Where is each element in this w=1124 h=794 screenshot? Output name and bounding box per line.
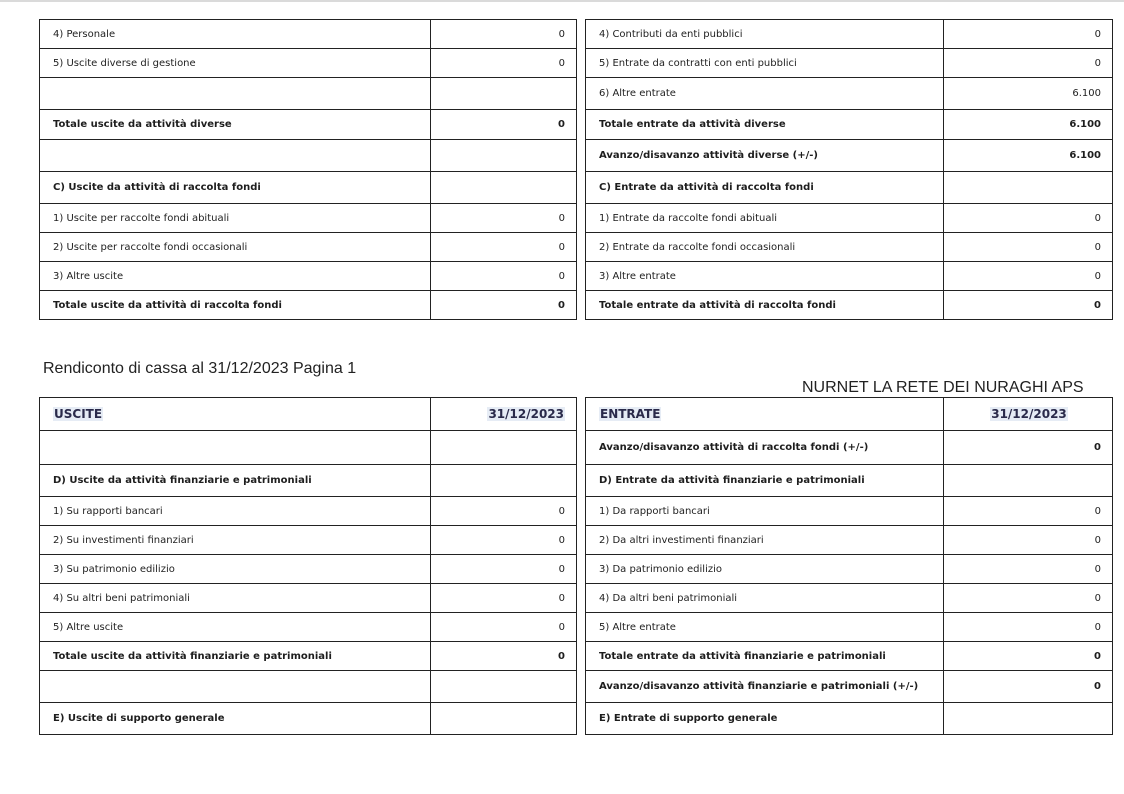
column-gap — [577, 584, 586, 613]
entrate-label-cell: D) Entrate da attività finanziarie e patrimoniali — [586, 465, 944, 497]
uscite-value-cell: 0 — [431, 642, 577, 671]
entrate-label-cell: Totale entrate da attività finanziarie e patrimoniali — [586, 642, 944, 671]
uscite-value-cell — [431, 140, 577, 172]
table-row — [40, 671, 1113, 703]
uscite-value-cell — [431, 671, 577, 703]
uscite-value-cell: 0 — [431, 555, 577, 584]
uscite-value-cell — [431, 465, 577, 497]
table-row — [40, 110, 1113, 140]
uscite-label-cell: 4) Personale — [40, 20, 431, 49]
uscite-value-cell: 0 — [431, 49, 577, 78]
column-gap — [577, 78, 586, 110]
entrate-value-cell: 0 — [944, 497, 1113, 526]
table-row — [40, 172, 1113, 204]
uscite-label-cell: 5) Altre uscite — [40, 613, 431, 642]
column-gap — [577, 671, 586, 703]
uscite-value-cell: 0 — [431, 110, 577, 140]
entrate-value-cell: 0 — [944, 613, 1113, 642]
entrate-label-cell: Totale entrate da attività di raccolta fondi — [586, 291, 944, 320]
entrate-value-cell: 0 — [944, 431, 1113, 465]
uscite-value-cell: 0 — [431, 526, 577, 555]
entrate-value-cell: 0 — [944, 526, 1113, 555]
uscite-label-cell: 2) Su investimenti finanziari — [40, 526, 431, 555]
column-gap — [577, 613, 586, 642]
table-row — [40, 526, 1113, 555]
entrate-label-cell: 3) Altre entrate — [586, 262, 944, 291]
table-row — [40, 233, 1113, 262]
uscite-label-cell: Totale uscite da attività finanziarie e patrimoniali — [40, 642, 431, 671]
lower-table-body — [40, 431, 1113, 735]
column-gap — [577, 642, 586, 671]
entrate-label-cell: Totale entrate da attività diverse — [586, 110, 944, 140]
uscite-label-cell — [40, 78, 431, 110]
uscite-value-cell — [431, 703, 577, 735]
uscite-label-cell: Totale uscite da attività diverse — [40, 110, 431, 140]
column-gap — [577, 431, 586, 465]
uscite-label-cell: 4) Su altri beni patrimoniali — [40, 584, 431, 613]
entrate-label-cell: 4) Contributi da enti pubblici — [586, 20, 944, 49]
column-gap — [577, 110, 586, 140]
uscite-value-cell — [431, 78, 577, 110]
entrate-value-cell: 0 — [944, 49, 1113, 78]
uscite-label-cell: D) Uscite da attività finanziarie e patrimoniali — [40, 465, 431, 497]
column-gap — [577, 172, 586, 204]
column-gap — [577, 465, 586, 497]
entrate-value-cell: 6.100 — [944, 78, 1113, 110]
uscite-label-cell: 1) Su rapporti bancari — [40, 497, 431, 526]
table-row — [40, 204, 1113, 233]
entrate-label-cell: 4) Da altri beni patrimoniali — [586, 584, 944, 613]
column-gap — [577, 140, 586, 172]
table-row — [40, 78, 1113, 110]
uscite-value-cell: 0 — [431, 613, 577, 642]
entrate-value-cell: 0 — [944, 671, 1113, 703]
entrate-value-cell — [944, 172, 1113, 204]
table-row — [40, 431, 1113, 465]
uscite-label-cell: 5) Uscite diverse di gestione — [40, 49, 431, 78]
uscite-label-cell: 1) Uscite per raccolte fondi abituali — [40, 204, 431, 233]
entrate-label-cell: Avanzo/disavanzo attività finanziarie e patrimoniali (+/-) — [586, 671, 944, 703]
cash-report-table-upper — [39, 19, 1113, 320]
uscite-label-cell — [40, 140, 431, 172]
uscite-value-cell — [431, 431, 577, 465]
entrate-label-cell: C) Entrate da attività di raccolta fondi — [586, 172, 944, 204]
uscite-value-cell: 0 — [431, 262, 577, 291]
entrate-label-cell: Avanzo/disavanzo attività diverse (+/-) — [586, 140, 944, 172]
column-gap — [577, 398, 586, 431]
header-entrate-date: 31/12/2023 — [944, 398, 1113, 431]
uscite-label-cell: C) Uscite da attività di raccolta fondi — [40, 172, 431, 204]
column-gap — [577, 555, 586, 584]
entrate-label-cell: 2) Da altri investimenti finanziari — [586, 526, 944, 555]
table-header-row — [40, 398, 1113, 431]
uscite-value-cell: 0 — [431, 20, 577, 49]
column-gap — [577, 20, 586, 49]
table-row — [40, 703, 1113, 735]
table-row — [40, 49, 1113, 78]
table-row — [40, 140, 1113, 172]
entrate-value-cell: 6.100 — [944, 110, 1113, 140]
column-gap — [577, 291, 586, 320]
entrate-label-cell: 1) Entrate da raccolte fondi abituali — [586, 204, 944, 233]
uscite-label-cell: E) Uscite di supporto generale — [40, 703, 431, 735]
page-title: Rendiconto di cassa al 31/12/2023 Pagina 1 — [43, 360, 357, 377]
upper-table-body — [40, 20, 1113, 320]
entrate-label-cell: 1) Da rapporti bancari — [586, 497, 944, 526]
top-divider — [0, 0, 1124, 2]
entrate-label-cell: Avanzo/disavanzo attività di raccolta fondi (+/-) — [586, 431, 944, 465]
uscite-value-cell: 0 — [431, 584, 577, 613]
entrate-value-cell: 0 — [944, 555, 1113, 584]
uscite-label-cell: 2) Uscite per raccolte fondi occasionali — [40, 233, 431, 262]
entrate-value-cell: 0 — [944, 642, 1113, 671]
header-uscite-date: 31/12/2023 — [431, 398, 577, 431]
column-gap — [577, 262, 586, 291]
table-row — [40, 613, 1113, 642]
table-row — [40, 20, 1113, 49]
entrate-label-cell: E) Entrate di supporto generale — [586, 703, 944, 735]
uscite-value-cell: 0 — [431, 497, 577, 526]
header-entrate: ENTRATE — [586, 398, 944, 431]
entrate-label-cell: 3) Da patrimonio edilizio — [586, 555, 944, 584]
uscite-label-cell — [40, 671, 431, 703]
column-gap — [577, 204, 586, 233]
table-row — [40, 642, 1113, 671]
entrate-value-cell: 0 — [944, 291, 1113, 320]
cash-report-table-lower — [39, 397, 1113, 735]
uscite-value-cell: 0 — [431, 233, 577, 262]
uscite-label-cell: 3) Altre uscite — [40, 262, 431, 291]
entrate-label-cell: 2) Entrate da raccolte fondi occasionali — [586, 233, 944, 262]
uscite-label-cell: Totale uscite da attività di raccolta fondi — [40, 291, 431, 320]
entrate-value-cell — [944, 465, 1113, 497]
uscite-value-cell: 0 — [431, 291, 577, 320]
column-gap — [577, 703, 586, 735]
entrate-label-cell: 5) Entrate da contratti con enti pubblici — [586, 49, 944, 78]
entrate-value-cell: 0 — [944, 262, 1113, 291]
entrate-label-cell: 6) Altre entrate — [586, 78, 944, 110]
entrate-label-cell: 5) Altre entrate — [586, 613, 944, 642]
entrate-value-cell: 0 — [944, 20, 1113, 49]
uscite-value-cell: 0 — [431, 204, 577, 233]
column-gap — [577, 233, 586, 262]
table-row — [40, 262, 1113, 291]
entrate-value-cell: 6.100 — [944, 140, 1113, 172]
uscite-value-cell — [431, 172, 577, 204]
table-row — [40, 497, 1113, 526]
table-row — [40, 465, 1113, 497]
column-gap — [577, 526, 586, 555]
uscite-label-cell: 3) Su patrimonio edilizio — [40, 555, 431, 584]
organization-name: NURNET LA RETE DEI NURAGHI APS — [802, 379, 1084, 396]
entrate-value-cell: 0 — [944, 204, 1113, 233]
column-gap — [577, 49, 586, 78]
table-row — [40, 291, 1113, 320]
entrate-value-cell: 0 — [944, 584, 1113, 613]
table-row — [40, 584, 1113, 613]
uscite-label-cell — [40, 431, 431, 465]
header-uscite: USCITE — [40, 398, 431, 431]
table-row — [40, 555, 1113, 584]
column-gap — [577, 497, 586, 526]
entrate-value-cell: 0 — [944, 233, 1113, 262]
entrate-value-cell — [944, 703, 1113, 735]
